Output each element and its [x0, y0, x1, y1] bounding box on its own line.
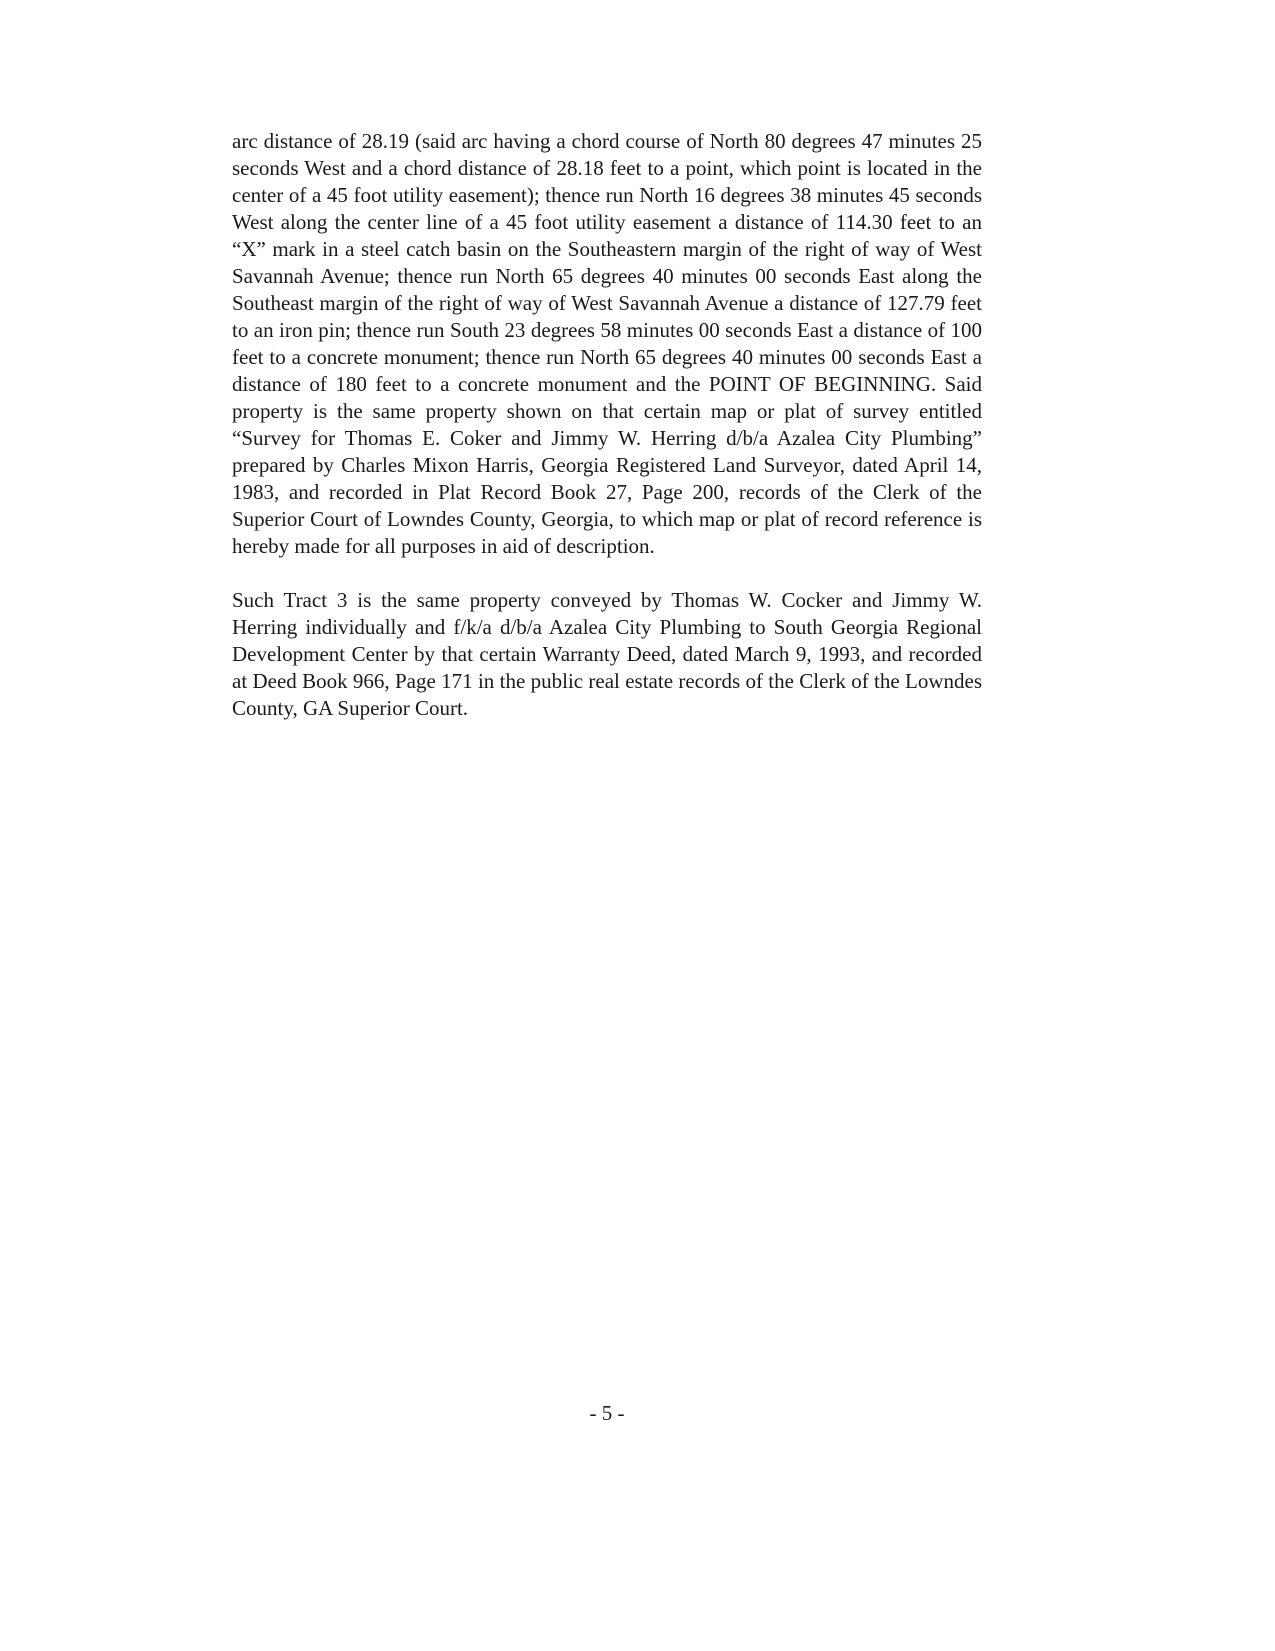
- paragraph-tract-conveyance: Such Tract 3 is the same property conveyed by Thomas W. Cocker and Jimmy W. Herring individually and f/k/a d/b/a Azalea City Plumbing to South Georgia Regional Development Center by that certain Warranty Deed, dated March 9, 1993, and recorded at Deed Book 966, Page 171 in the public real estate records of the Clerk of the Lowndes County, GA Superior Court.: [232, 588, 982, 720]
- body-text-block: [232, 128, 982, 722]
- page-number: - 5 -: [589, 1401, 625, 1425]
- paragraph-legal-description: arc distance of 28.19 (said arc having a chord course of North 80 degrees 47 minutes 25 seconds West and a chord distance of 28.18 feet to a point, which point is located in the center of a 45 foot utility easement); thence run North 16 degrees 38 minutes 45 seconds West along the center line of a 45 foot utility easement a distance of 114.30 feet to an “X” mark in a steel catch basin on the Southeastern margin of the right of way of West Savannah Avenue; thence run North 65 degrees 40 minutes 00 seconds East along the Southeast margin of the right of way of West Savannah Avenue a distance of 127.79 feet to an iron pin; thence run South 23 degrees 58 minutes 00 seconds East a distance of 100 feet to a concrete monument; thence run North 65 degrees 40 minutes 00 seconds East a distance of 180 feet to a concrete monument and the POINT OF BEGINNING. Said property is the same property shown on that certain map or plat of survey entitled “Survey for Thomas E. Coker and Jimmy W. Herring d/b/a Azalea City Plumbing” prepared by Charles Mixon Harris, Georgia Registered Land Surveyor, dated April 14, 1983, and recorded in Plat Record Book 27, Page 200, records of the Clerk of the Superior Court of Lowndes County, Georgia, to which map or plat of record reference is hereby made for all purposes in aid of description.: [232, 129, 982, 558]
